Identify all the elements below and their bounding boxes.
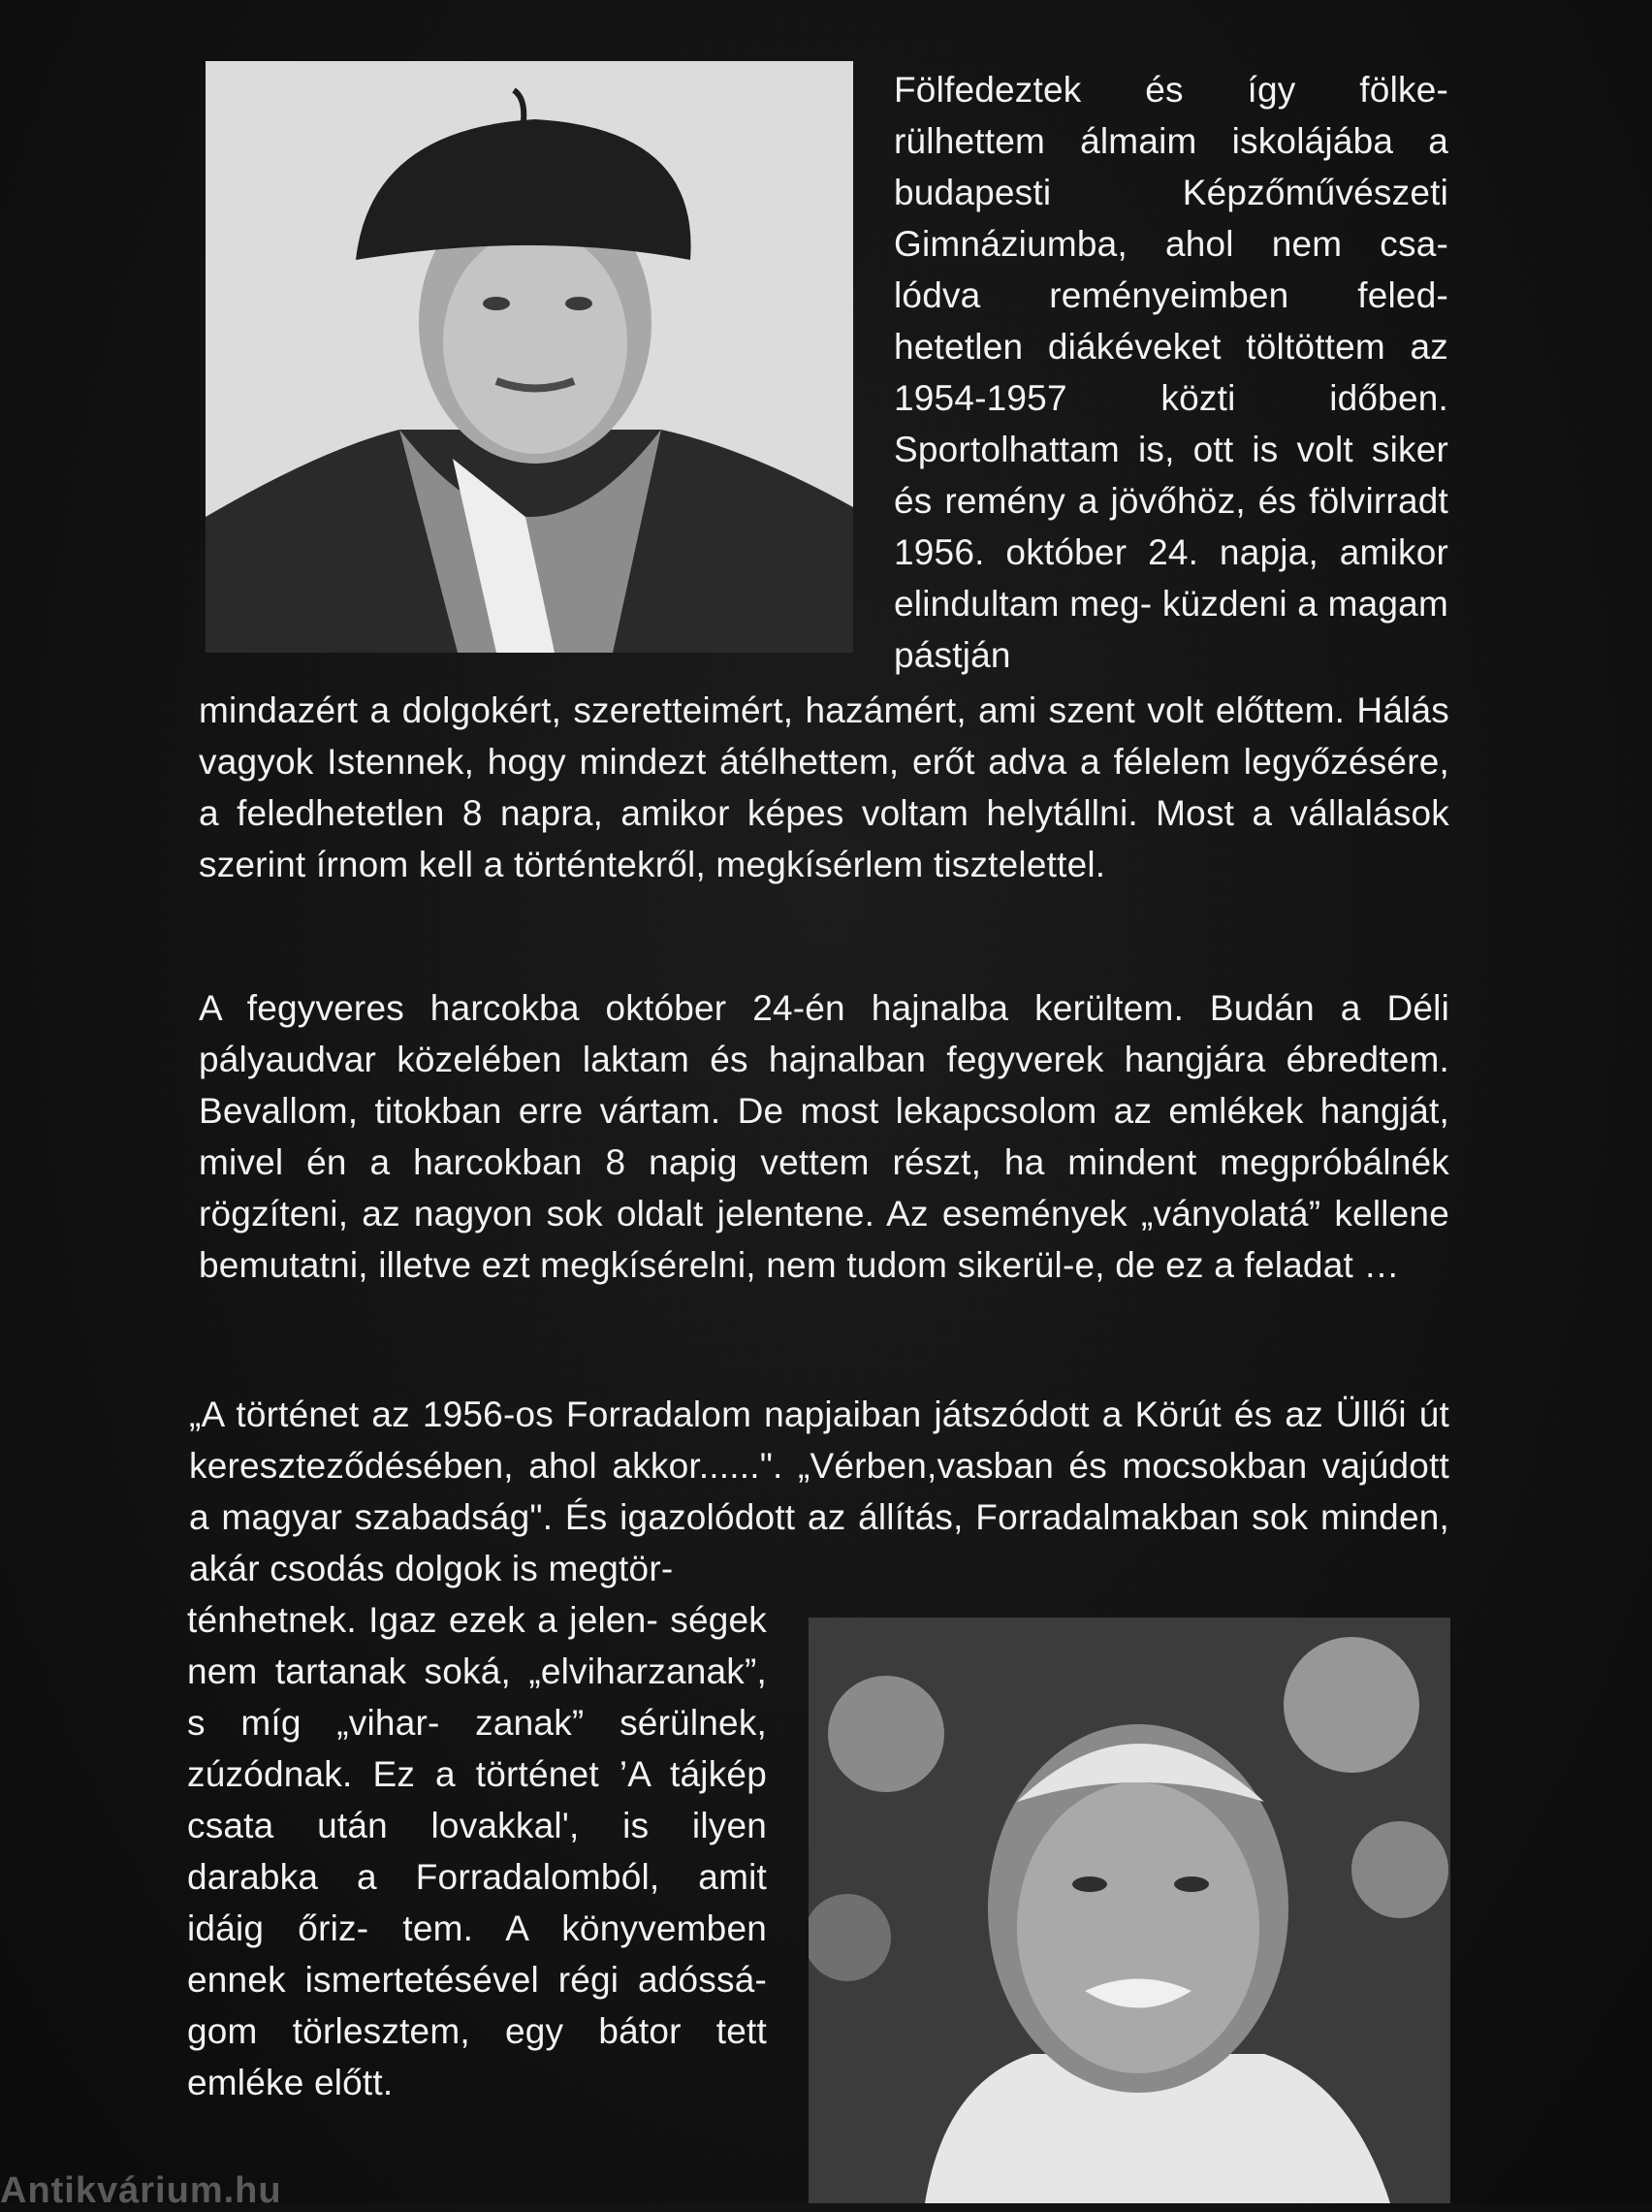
paragraph-1-upper-text: Fölfedeztek és így fölke- rülhettem álmaim iskolájába a budapesti Képzőművészeti Gimnáziumba, ahol nem csa- lódva reményeimben feled- hetetlen diákéveket töltöttem az 1954-1957 közti időben. Sportolhattam is, ott is volt siker és remény a jövőhöz, és fölvirradt 1956. október 24. napja, amikor elindultam meg- küzdeni a magam pástján	[894, 70, 1448, 675]
paragraph-2-text: A fegyveres harcokba október 24-én hajnalba kerültem. Budán a Déli pályaudvar közelében laktam és hajnalban fegyverek hangjára ébredtem. Bevallom, titokban erre vártam. De most lekapcsolom az emlékek hangját, mivel én a harcokban 8 napig vettem részt, ha mindent megpróbálnék rögzíteni, az nagyon sok oldalt jelentene. Az események „ványolatá” kellene bemutatni, illetve ezt megkísérelni, nem tudom sikerül-e, de ez a feladat …	[199, 988, 1449, 1285]
portrait-photo-top	[206, 61, 853, 653]
portrait-old-man-illustration	[809, 1618, 1450, 2203]
portrait-man-beret-illustration	[206, 61, 853, 653]
paragraph-3-upper-text: „A történet az 1956-os Forradalom napjaiban játszódott a Körút és az Üllői út kereszteződésében, ahol akkor......". „Vérben,vasban és mocsokban vajúdott a magyar szabadság". És igazolódott az állítás, Forradalmakban sok minden, akár csodás dolgok is megtör-	[189, 1395, 1449, 1588]
portrait-photo-bottom	[809, 1618, 1450, 2203]
paragraph-1-lower-text: mindazért a dolgokért, szeretteimért, hazámért, ami szent volt előttem. Hálás vagyok Istennek, hogy mindezt átélhettem, erőt adva a félelem legyőzésére, a feledhetetlen 8 napra, amikor képes voltam helytállni. Most a vállalások szerint írnom kell a történtekről, megkísérlem tisztelettel.	[199, 690, 1449, 884]
paragraph-3-lower-text: ténhetnek. Igaz ezek a jelen- ségek nem tartanak soká, „elviharzanak”, s míg „vihar- zanak” sérülnek, zúzódnak. Ez a történet ’A tájkép csata után lovakkal', is ilyen darabka a Forradalomból, amit idáig őriz- tem. A könyvemben ennek ismertetésével régi adóssá- gom törlesztem, egy bátor tett emléke előtt.	[187, 1600, 767, 2102]
watermark-text: Antikvárium.hu	[0, 2170, 282, 2211]
